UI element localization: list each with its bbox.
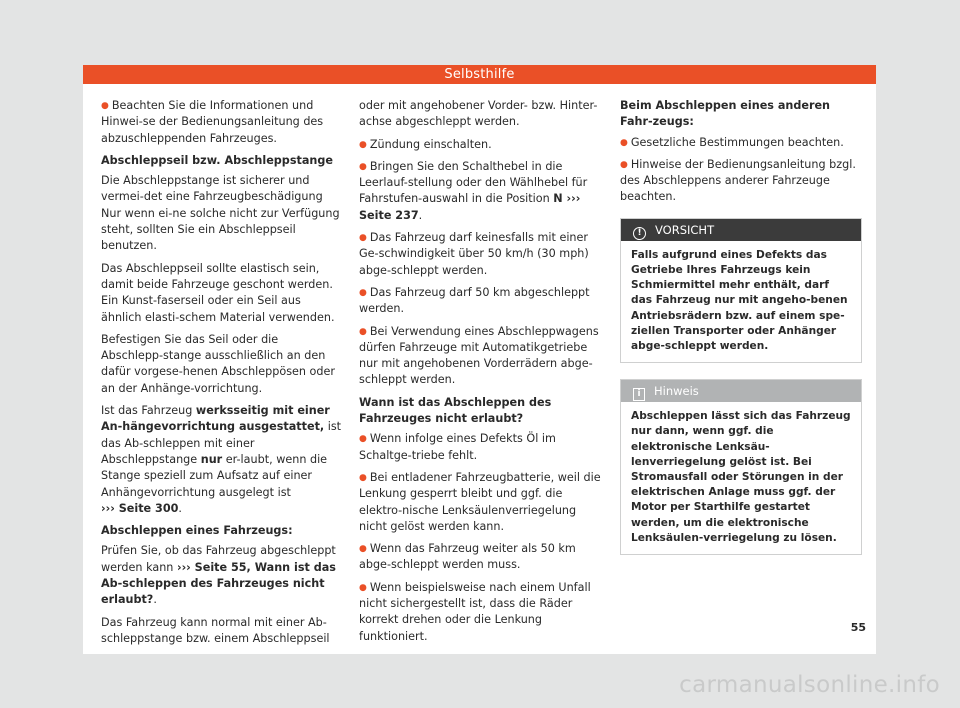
subheading: Wann ist das Abschleppen des Fahrzeuges nicht erlaubt?	[359, 395, 552, 426]
manual-page	[83, 65, 876, 654]
bullet-dot-icon: ●	[620, 137, 628, 148]
bullet-dot-icon: ●	[359, 472, 367, 483]
exclamation-circle-icon: !	[633, 220, 646, 242]
watermark: carmanualsonline.info	[679, 672, 940, 698]
subheading: Abschleppen eines Fahrzeugs:	[101, 524, 293, 538]
bullet-item: ● Bringen Sie den Schalthebel in die Leerlauf-stellung oder den Wählhebel für Fahrstufen-auswahl in die Position N ››› Seite 237.	[359, 159, 588, 222]
bullet-item: ● Zündung einschalten.	[359, 137, 492, 151]
bullet-dot-icon: ●	[620, 159, 628, 170]
page-reference-link[interactable]: ››› Seite 55, Wann ist das Ab-schleppen des Fahrzeuges nicht erlaubt?	[101, 560, 336, 607]
bullet-item: ● Wenn beispielsweise nach einem Unfall nicht sichergestellt ist, dass die Räder korrekt drehen oder die Lenkung funktioniert.	[359, 580, 591, 643]
paragraph: Das Abschleppseil sollte elastisch sein, damit beide Fahrzeuge geschont werden. Ein Kunst-faserseil oder ein Seil aus ähnlich elasti-schem Material verwenden.	[101, 261, 335, 324]
bullet-dot-icon: ●	[359, 544, 367, 555]
bullet-dot-icon: ●	[359, 326, 367, 337]
info-square-icon: i	[633, 381, 645, 403]
note-box-header: i Hinweis	[621, 380, 861, 402]
bullet-item: ● Das Fahrzeug darf 50 km abgeschleppt werden.	[359, 285, 590, 316]
caution-box-text: Falls aufgrund eines Defekts das Getriebe Ihres Fahrzeugs kein Schmiermittel mehr enthält, darf das Fahrzeug nur mit angeho-benen Antriebsrädern bzw. auf einem spe-ziellen Transporter oder Anhänger abge-schleppt werden.	[621, 241, 861, 362]
column-2	[359, 98, 601, 651]
bullet-item: ● Das Fahrzeug darf keinesfalls mit einer Ge-schwindigkeit über 50 km/h (30 mph) abge-schleppt werden.	[359, 231, 589, 277]
bullet-dot-icon: ●	[359, 434, 367, 445]
paragraph: Das Fahrzeug kann normal mit einer Ab-schleppstange bzw. einem Abschleppseil	[101, 615, 330, 645]
bullet-item: ● Bei entladener Fahrzeugbatterie, weil die Lenkung gesperrt bleibt und ggf. die elektro-nische Lenksäulenverriegelung nicht gelöst werden kann.	[359, 470, 601, 533]
column-1	[101, 98, 343, 653]
bullet-item: ● Hinweise der Bedienungsanleitung bzgl. des Abschleppens anderer Fahrzeuge beachten.	[620, 157, 856, 204]
bullet-item: ● Wenn infolge eines Defekts Öl im Schaltge-triebe fehlt.	[359, 432, 556, 462]
bullet-dot-icon: ●	[359, 161, 367, 172]
note-box	[620, 379, 862, 555]
column-3	[620, 98, 862, 555]
paragraph: ● Beachten Sie die Informationen und Hinwei-se der Bedienungsanleitung des abzuschleppenden Fahrzeuges.	[101, 99, 324, 145]
bullet-dot-icon: ●	[101, 101, 109, 111]
paragraph: Ist das Fahrzeug werksseitig mit einer An-hängevorrichtung ausgestattet, ist das Ab-schleppen mit einer Abschleppstange nur er-laubt, wenn die Stange speziell zum Aufsatz auf einer Anhängevorrichtung ausgelegt ist ››› Seite 300.	[101, 404, 342, 515]
paragraph: Prüfen Sie, ob das Fahrzeug abgeschleppt werden kann ››› Seite 55, Wann ist das Ab-schleppen des Fahrzeuges nicht erlaubt?.	[101, 544, 336, 607]
bullet-dot-icon: ●	[359, 287, 367, 298]
subheading: Abschleppseil bzw. Abschleppstange	[101, 153, 333, 167]
caution-box	[620, 218, 862, 363]
page-reference-link[interactable]: ››› Seite 300	[101, 501, 179, 515]
paragraph: oder mit angehobener Vorder- bzw. Hinter-achse abgeschleppt werden.	[359, 99, 598, 129]
bullet-dot-icon: ●	[359, 233, 367, 244]
page-reference-link[interactable]: N ››› Seite 237	[359, 192, 581, 222]
note-box-text: Abschleppen lässt sich das Fahrzeug nur dann, wenn ggf. die elektronische Lenksäu-lenverriegelung gelöst ist. Bei Stromausfall oder Störungen in der elektrischen Anlage muss ggf. der Motor per Starthilfe gestartet werden, um die elektronische Lenksäulen-verriegelung zu lösen.	[621, 402, 861, 554]
subheading: Beim Abschleppen eines anderen Fahr-zeugs:	[620, 99, 831, 129]
bullet-item: ● Wenn das Fahrzeug weiter als 50 km abge-schleppt werden muss.	[359, 542, 576, 572]
caution-box-header: ! VORSICHT	[621, 219, 861, 241]
bullet-dot-icon: ●	[359, 139, 367, 150]
paragraph: Die Abschleppstange ist sicherer und vermei-det eine Fahrzeugbeschädigung Nur wenn ei-ne solche nicht zur Verfügung steht, sollten Sie ein Abschleppseil benutzen.	[101, 174, 340, 253]
bullet-dot-icon: ●	[359, 582, 367, 593]
paragraph: Befestigen Sie das Seil oder die Abschlepp-stange ausschließlich an den dafür vorgese-henen Abschleppösen oder an der Anhänge-vorrichtung.	[101, 332, 335, 395]
bullet-item: ● Bei Verwendung eines Abschleppwagens dürfen Fahrzeuge mit Automatikgetriebe nur mit angehobenen Vorderrädern abge-schleppt werden.	[359, 324, 599, 387]
section-header: Selbsthilfe	[83, 65, 876, 84]
page-number: 55	[850, 621, 866, 634]
bullet-item: ● Gesetzliche Bestimmungen beachten.	[620, 135, 844, 149]
